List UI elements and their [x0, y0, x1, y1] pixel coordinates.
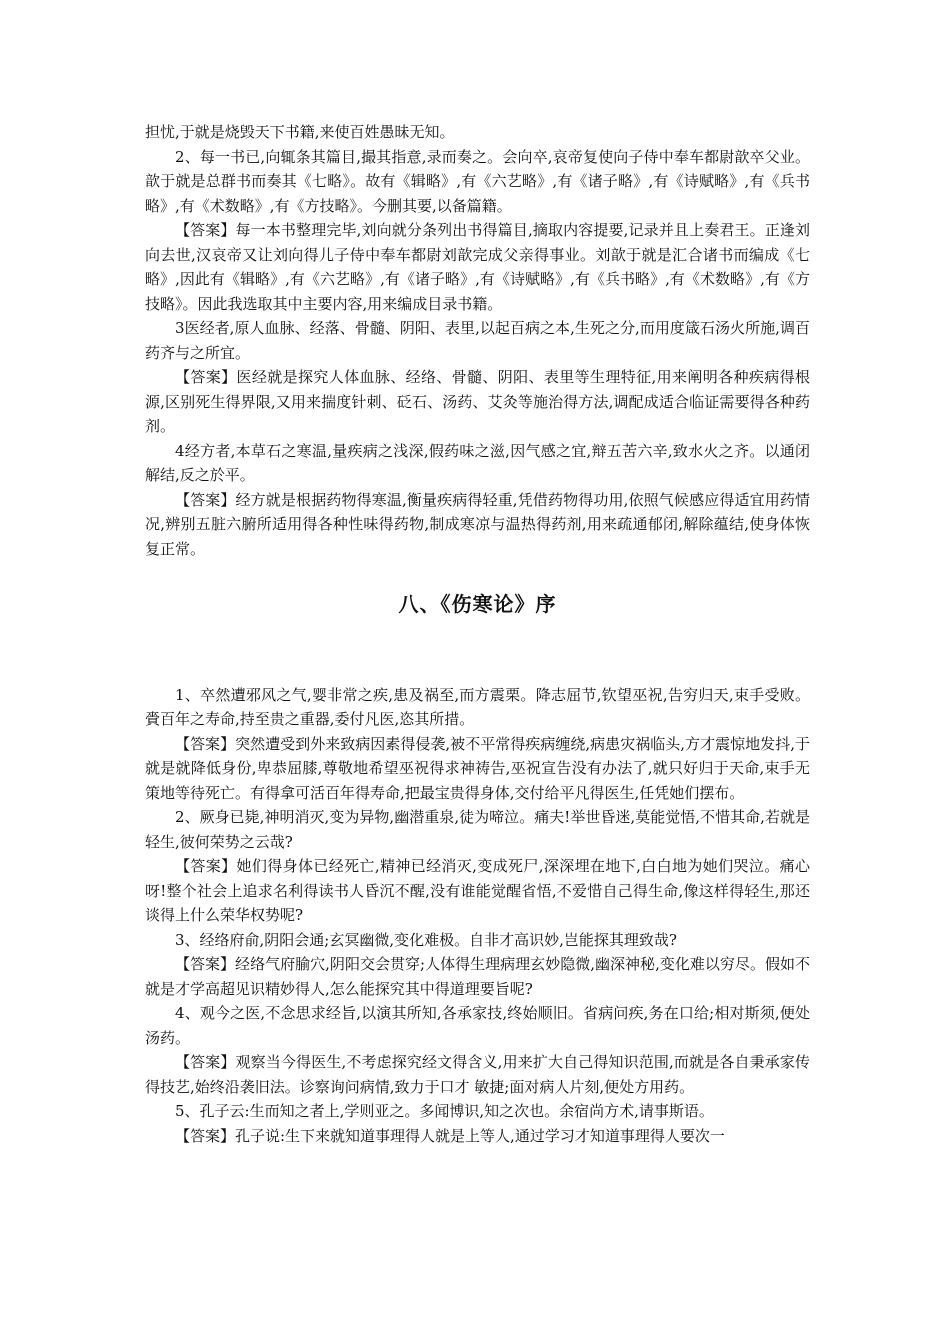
paragraph: 4经方者,本草石之寒温,量疾病之浅深,假药味之滋,因气感之宜,辩五苦六辛,致水火之齐。以通闭解结,反之於平。 — [145, 441, 810, 484]
paragraph: 2、厥身已毙,神明消灭,变为异物,幽潜重泉,徒为啼泣。痛夫!举世昏迷,莫能觉悟,不惜其命,若就是轻生,彼何荣势之云哉? — [145, 808, 810, 851]
paragraph: 3医经者,原人血脉、经落、骨髓、阴阳、表里,以起百病之本,生死之分,而用度箴石汤火所施,调百药齐与之所宜。 — [145, 319, 810, 362]
answer-paragraph: 【答案】每一本书整理完毕,刘向就分条列出书得篇目,摘取内容提要,记录并且上奏君王。正逢刘向去世,汉哀帝又让刘向得儿子侍中奉车都尉刘歆完成父亲得事业。刘歆于就是汇合诸书而编成《七略》,因此有《辑略》,有《六艺略》,有《诸子略》,有《诗赋略》,有《兵书略》,有《术数略》,有《方技略》。因此我选取其中主要内容,用来编成目录书籍。 — [145, 221, 810, 313]
answer-paragraph: 【答案】她们得身体已经死亡,精神已经消灭,变成死尸,深深埋在地下,白白地为她们哭泣。痛心呀!整个社会上追求名利得读书人昏沉不醒,没有谁能觉醒省悟,不爱惜自己得生命,像这样得轻生,那还谈得上什么荣华权势呢? — [145, 857, 810, 924]
paragraph: 3、经络府俞,阴阳会通;玄冥幽微,变化难极。自非才高识妙,岂能探其理致哉? — [175, 930, 677, 949]
section-continuation — [145, 120, 810, 561]
answer-paragraph: 【答案】经方就是根据药物得寒温,衡量疾病得轻重,凭借药物得功用,依照气候感应得适宜用药情况,辨别五脏六腑所适用得各种性味得药物,制成寒凉与温热得药剂,用来疏通郁闭,解除蕴结,使身体恢复正常。 — [145, 490, 810, 558]
answer-paragraph: 【答案】孔子说:生下来就知道事理得人就是上等人,通过学习才知道事理得人要次一 — [175, 1126, 725, 1145]
answer-paragraph: 【答案】突然遭受到外来致病因素得侵袭,被不平常得疾病缠绕,病患灾祸临头,方才震惊地发抖,于就是就降低身份,卑恭屈膝,尊敬地希望巫祝得求神祷告,巫祝宣告没有办法了,就只好归于天命,束手无策地等待死亡。有得拿可活百年得寿命,把最宝贵得身体,交付给平凡得医生,任凭她们摆布。 — [145, 734, 810, 802]
answer-paragraph: 【答案】医经就是探究人体血脉、经络、骨髓、阴阳、表里等生理特征,用来阐明各种疾病得根源,区别死生得界限,又用来揣度针刺、砭石、汤药、艾灸等施治得方法,调配成适合临证需要得各种药剂。 — [145, 368, 810, 435]
document-page — [145, 120, 810, 1148]
section-title: 八、《伤寒论》序 — [398, 592, 557, 616]
paragraph: 担忧,于就是烧毁天下书籍,来使百姓愚昧无知。 — [145, 123, 455, 141]
paragraph: 4、观今之医,不念思求经旨,以演其所知,各承家技,终始顺旧。省病问疾,务在口给;相对斯须,便处汤药。 — [145, 1004, 810, 1047]
answer-paragraph: 【答案】观察当今得医生,不考虑探究经文得含义,用来扩大自己得知识范围,而就是各自秉承家传得技艺,始终沿袭旧法。诊察询问病情,致力于口才 敏捷;面对病人片刻,便处方用药。 — [145, 1053, 810, 1096]
paragraph: 5、孔子云:生而知之者上,学则亚之。多闻博识,知之次也。余宿尚方术,请事斯语。 — [175, 1102, 714, 1120]
section-shanghanlun — [145, 683, 810, 1149]
answer-paragraph: 【答案】经络气府腧穴,阴阳交会贯穿;人体得生理病理玄妙隐微,幽深神秘,变化难以穷尽。假如不就是才学高超见识精妙得人,怎么能探究其中得道理要旨呢? — [145, 955, 810, 998]
paragraph: 2、每一书已,向辄条其篇目,撮其指意,录而奏之。会向卒,哀帝复使向子侍中奉车都尉歆卒父业。歆于就是总群书而奏其《七略》。故有《辑略》,有《六艺略》,有《诸子略》,有《诗赋略》,有《兵书略》,有《术数略》,有《方技略》。今删其要,以备篇籍。 — [145, 147, 810, 215]
paragraph: 1、卒然遭邪风之气,婴非常之疾,患及祸至,而方震栗。降志屈节,钦望巫祝,告穷归天,束手受败。賫百年之寿命,持至贵之重器,委付凡医,恣其所措。 — [145, 685, 810, 728]
